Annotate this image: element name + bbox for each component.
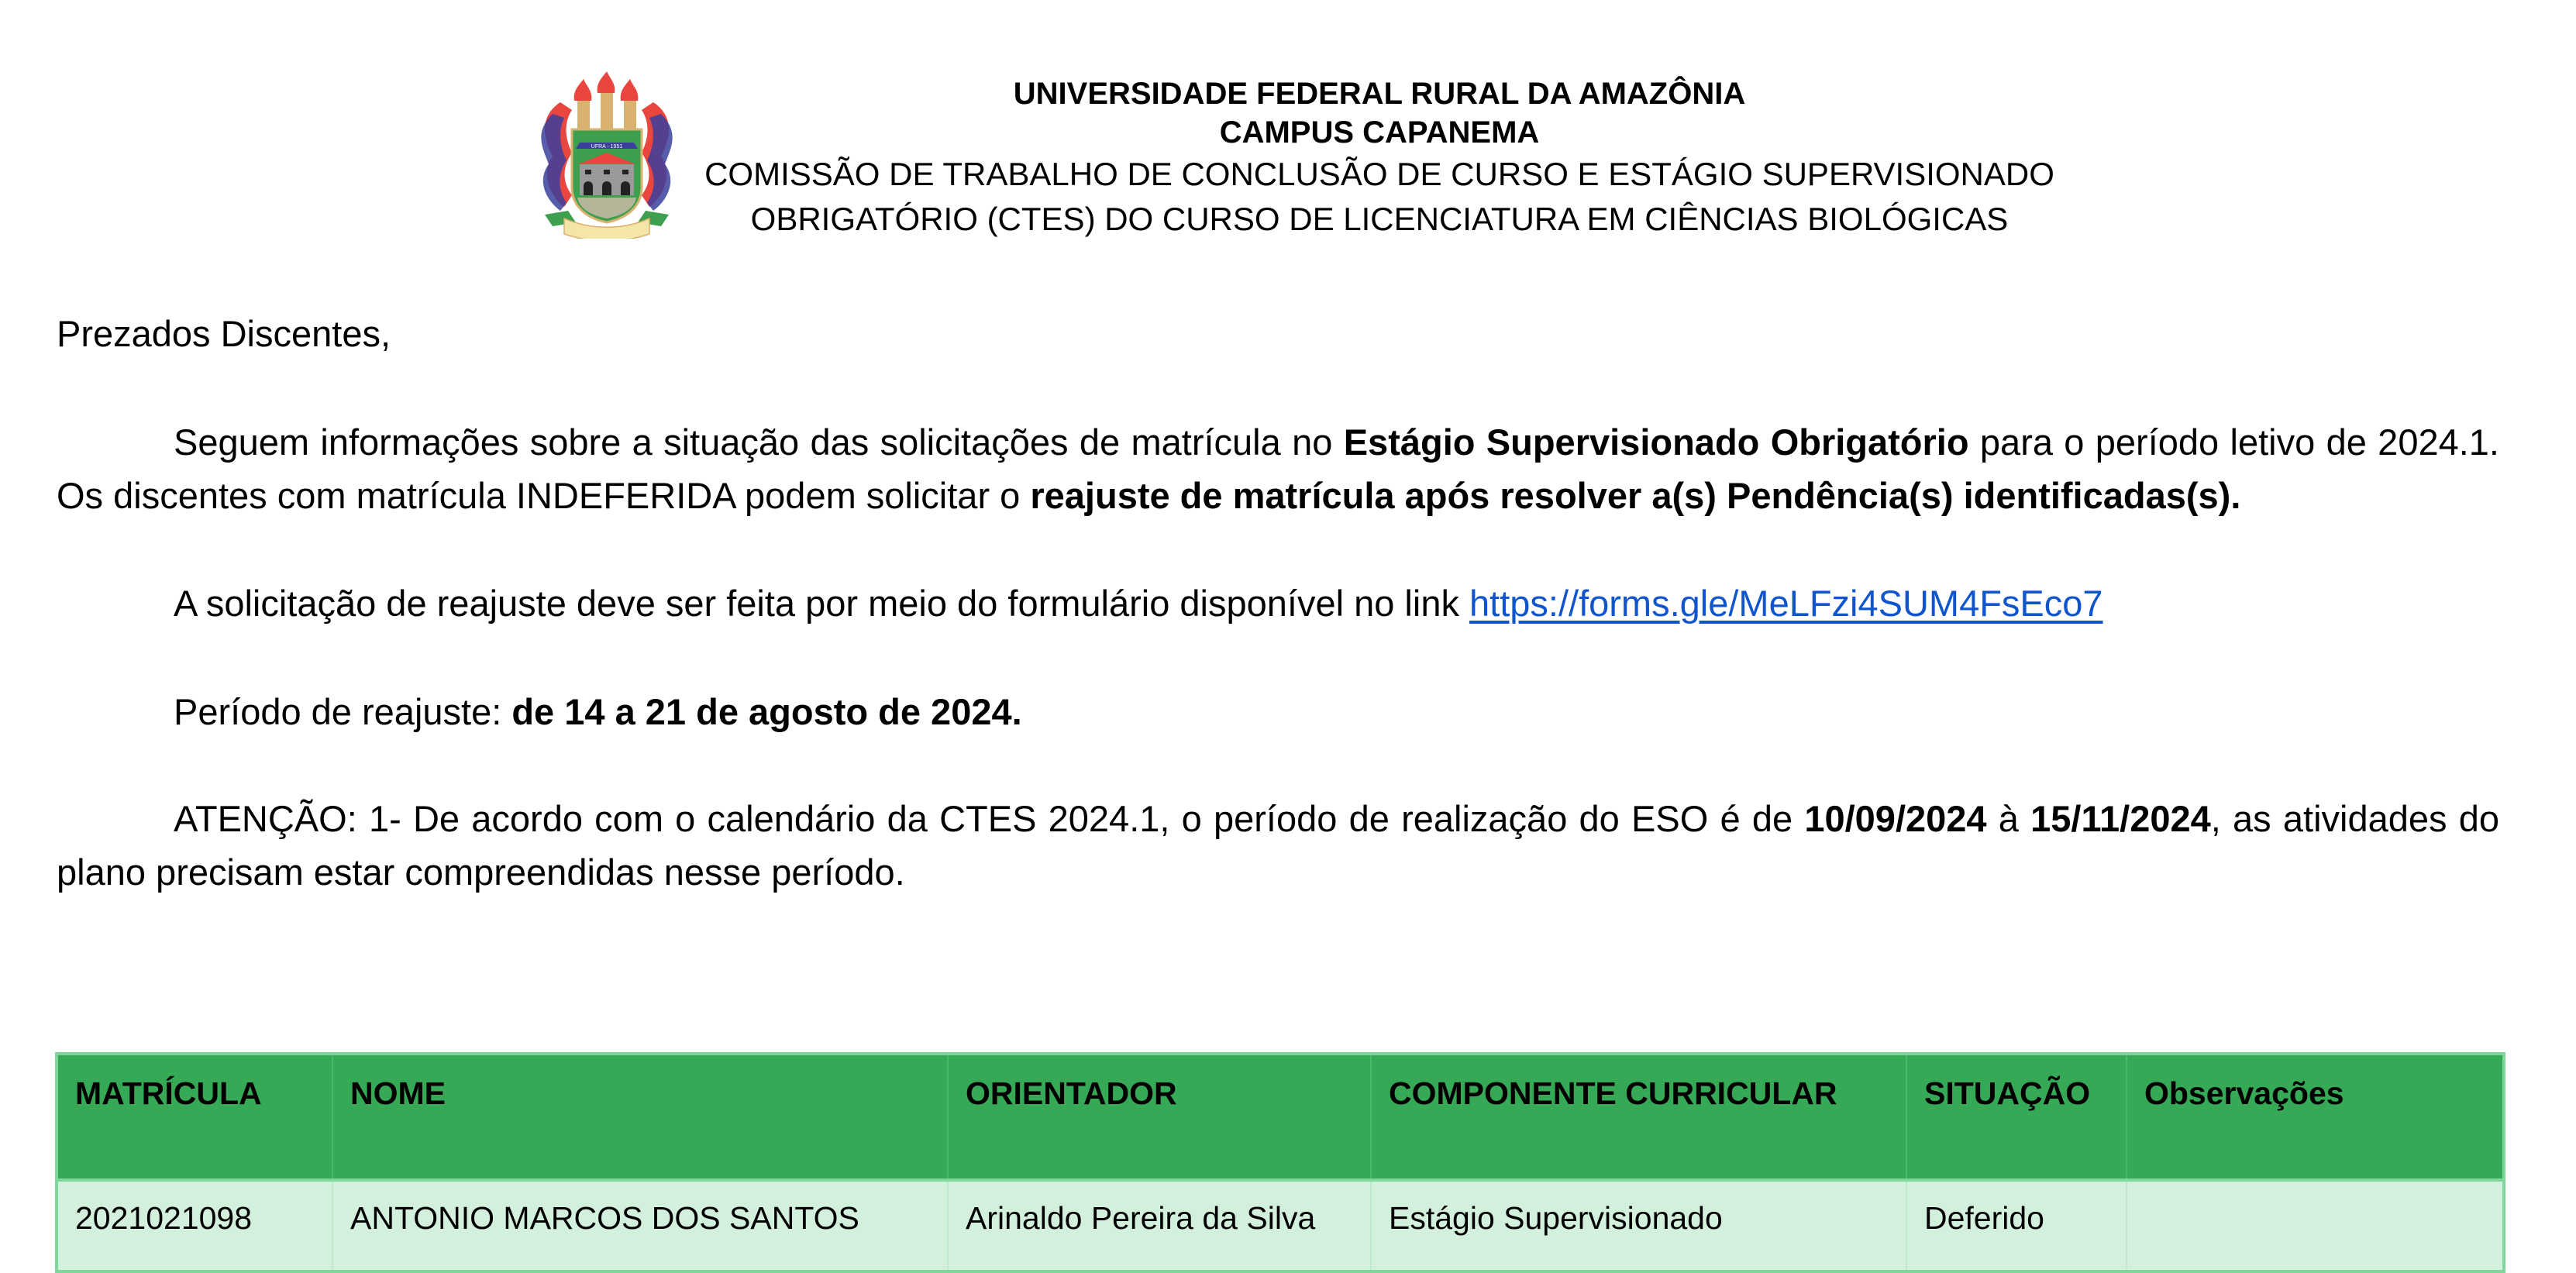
column-header-componente: COMPONENTE CURRICULAR	[1371, 1054, 1906, 1180]
cell-orientador: Arinaldo Pereira da Silva	[948, 1180, 1371, 1271]
commission-line-1: COMISSÃO DE TRABALHO DE CONCLUSÃO DE CURSO E ESTÁGIO SUPERVISIONADO	[704, 156, 2054, 192]
info-bold-reajuste: reajuste de matrícula após resolver a(s) Pendência(s) identificadas(s).	[1030, 475, 2241, 516]
link-intro-text: A solicitação de reajuste deve ser feita por meio do formulário disponível no link	[174, 583, 1470, 624]
attention-text-3: , as atividades do plano precisam estar compreendidas nesse período.	[57, 798, 2499, 893]
paragraph-attention	[57, 792, 2499, 899]
cell-matricula: 2021021098	[57, 1180, 332, 1271]
attention-text-1: ATENÇÃO: 1- De acordo com o calendário da CTES 2024.1, o período de realização do ESO é de	[174, 798, 1805, 839]
eso-start-date: 10/09/2024	[1804, 798, 1987, 839]
cell-situacao: Deferido	[1906, 1180, 2127, 1271]
info-text-1: Seguem informações sobre a situação das solicitações de matrícula no	[174, 421, 1344, 463]
form-link[interactable]: https://forms.gle/MeLFzi4SUM4FsEco7	[1469, 583, 2103, 624]
university-logo	[529, 71, 684, 239]
campus-name: CAMPUS CAPANEMA	[1219, 115, 1540, 150]
period-paragraph	[57, 685, 2499, 738]
column-header-situacao: SITUAÇÃO	[1906, 1054, 2127, 1180]
coat-of-arms-icon	[529, 71, 684, 239]
column-header-observacoes: Observações	[2127, 1054, 2504, 1180]
commission-line-2: OBRIGATÓRIO (CTES) DO CURSO DE LICENCIATURA EM CIÊNCIAS BIOLÓGICAS	[750, 201, 2009, 237]
enrollment-table-wrapper	[55, 1052, 2502, 1273]
link-paragraph	[57, 576, 2499, 630]
period-dates: de 14 a 21 de agosto de 2024.	[511, 691, 1022, 732]
paragraph-link	[57, 576, 2499, 630]
column-header-nome: NOME	[332, 1054, 948, 1180]
column-header-matricula: MATRÍCULA	[57, 1054, 332, 1180]
eso-end-date: 15/11/2024	[2030, 798, 2211, 839]
table-row	[57, 1180, 2504, 1271]
column-header-orientador: ORIENTADOR	[948, 1054, 1371, 1180]
cell-nome: ANTONIO MARCOS DOS SANTOS	[332, 1180, 948, 1271]
document-header	[682, 74, 2077, 242]
paragraph-period	[57, 685, 2499, 738]
university-name: UNIVERSIDADE FEDERAL RURAL DA AMAZÔNIA	[1013, 77, 1746, 111]
info-bold-component: Estágio Supervisionado Obrigatório	[1343, 421, 1969, 463]
attention-text-2: à	[1986, 798, 2031, 839]
greeting: Prezados Discentes,	[57, 313, 391, 354]
table-header-row	[57, 1054, 2504, 1180]
svg-text:UFRA - 1951: UFRA - 1951	[591, 144, 623, 150]
cell-observacoes	[2127, 1180, 2504, 1271]
paragraph-info	[57, 415, 2499, 522]
info-text-2: para o período letivo de 2024.1. Os discentes com matrícula INDEFERIDA podem solicitar o	[57, 421, 2499, 516]
attention-paragraph	[57, 792, 2499, 899]
enrollment-table	[55, 1052, 2505, 1273]
info-paragraph	[57, 415, 2499, 522]
greeting-block	[57, 307, 2499, 360]
period-label: Período de reajuste:	[174, 691, 512, 732]
cell-componente: Estágio Supervisionado	[1371, 1180, 1906, 1271]
